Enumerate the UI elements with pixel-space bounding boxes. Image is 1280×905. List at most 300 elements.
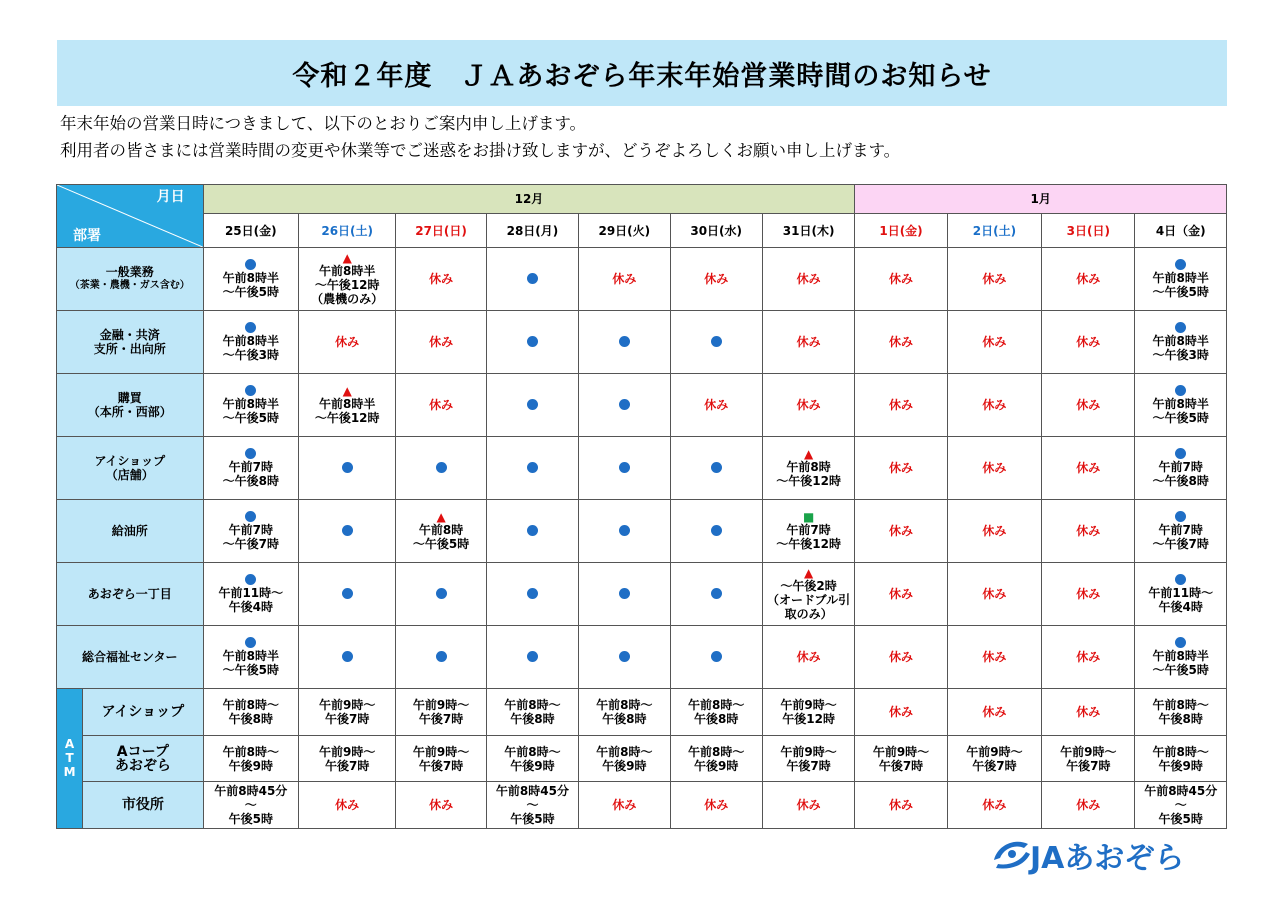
closed-cell — [670, 373, 762, 436]
hours-text: ～午後5時 — [1152, 410, 1209, 425]
closed-cell — [947, 499, 1041, 562]
hours-text: 午前9時～ — [412, 744, 470, 759]
hours-cell — [486, 782, 578, 829]
open-dot-icon — [436, 462, 447, 473]
open-dot-icon — [1175, 574, 1186, 585]
hours-text: ～午後5時 — [412, 536, 470, 551]
month-january: 1月 — [855, 185, 1227, 214]
open-dot-icon — [1175, 259, 1186, 270]
open-dot-icon — [711, 588, 722, 599]
department-name — [57, 436, 204, 499]
hours-text: 午前7時 — [228, 522, 273, 537]
closed-cell — [762, 247, 854, 310]
hours-cell — [762, 499, 854, 562]
hours-cell — [396, 562, 486, 625]
department-name-line: あおぞら一丁目 — [87, 586, 172, 601]
hours-text: 午後9時 — [694, 758, 739, 773]
hours-text: ～午後12時 — [776, 536, 841, 551]
open-dot-icon — [711, 462, 722, 473]
closed-label: 休み — [1076, 271, 1101, 286]
closed-label: 休み — [1076, 397, 1101, 412]
department-name — [57, 373, 204, 436]
hours-text: 午後5時 — [510, 812, 555, 827]
hours-cell — [579, 625, 670, 688]
hours-cell — [396, 688, 486, 736]
closed-label: 休み — [889, 649, 914, 664]
hours-text: 午前8時～ — [596, 698, 653, 713]
hours-text: 午前8時半 — [1152, 396, 1209, 411]
closed-label: 休み — [796, 649, 821, 664]
hours-text: 午前11時～ — [218, 585, 284, 600]
hours-cell — [670, 688, 762, 736]
day-header-6: 31日(木) — [762, 214, 854, 248]
hours-text: 午前9時～ — [966, 744, 1023, 759]
hours-text: 午後9時 — [510, 758, 555, 773]
hours-text: 午前7時 — [228, 459, 273, 474]
hours-text: （農機のみ） — [311, 291, 384, 306]
hours-cell — [579, 436, 670, 499]
closed-label: 休み — [1076, 334, 1101, 349]
hours-text: 午前8時45分 — [214, 784, 288, 799]
hours-text: 午後8時 — [602, 712, 647, 727]
department-name-line: 購買 — [117, 390, 142, 405]
closed-label: 休み — [889, 397, 914, 412]
open-dot-icon — [1175, 637, 1186, 648]
hours-text: 午前8時～ — [1152, 698, 1209, 713]
hours-text: ～午後12時 — [776, 473, 841, 488]
hours-cell — [396, 436, 486, 499]
month-december: 12月 — [203, 185, 855, 214]
open-dot-icon — [1175, 385, 1186, 396]
hours-text: ～午後5時 — [222, 410, 279, 425]
hours-text: 午後9時 — [602, 758, 647, 773]
department-name — [57, 499, 204, 562]
closed-label: 休み — [1076, 586, 1101, 601]
hours-cell — [298, 499, 395, 562]
hours-cell — [762, 562, 854, 625]
intro-text — [60, 110, 900, 164]
hours-text: 午前8時～ — [222, 698, 279, 713]
closed-cell — [947, 436, 1041, 499]
hours-cell — [579, 562, 670, 625]
open-dot-icon — [527, 588, 538, 599]
closed-cell — [1042, 625, 1135, 688]
closed-label: 休み — [429, 334, 454, 349]
open-dot-icon — [342, 651, 353, 662]
closed-cell — [855, 310, 947, 373]
closed-label: 休み — [796, 798, 821, 813]
atm-location-name — [83, 688, 204, 736]
department-name — [57, 625, 204, 688]
hours-cell — [486, 625, 578, 688]
department-name-line: 金融・共済 — [99, 327, 160, 342]
hours-cell — [298, 736, 395, 782]
hours-text: 午前8時 — [786, 459, 831, 474]
atm-location-line: Aコープ — [116, 743, 169, 760]
day-header-9: 3日(日) — [1042, 214, 1135, 248]
hours-cell — [1135, 688, 1227, 736]
partial-triangle-icon: ▲ — [342, 250, 352, 265]
hours-cell — [1135, 782, 1227, 829]
closed-cell — [947, 373, 1041, 436]
closed-label: 休み — [889, 798, 914, 813]
hours-text: （オードブル引 — [767, 592, 851, 607]
open-dot-icon — [245, 322, 256, 333]
hours-cell — [298, 688, 395, 736]
closed-label: 休み — [982, 523, 1007, 538]
closed-cell — [1042, 688, 1135, 736]
date-axis-label: 月日 — [156, 189, 185, 205]
hours-text: ～午後12時 — [314, 410, 380, 425]
hours-cell — [579, 736, 670, 782]
closed-label: 休み — [429, 271, 454, 286]
hours-text: ～午後5時 — [222, 284, 279, 299]
hours-text: 午後8時 — [510, 712, 555, 727]
hours-cell — [579, 310, 670, 373]
closed-cell — [947, 625, 1041, 688]
closed-cell — [762, 373, 854, 436]
hours-text: 午前8時～ — [1152, 744, 1209, 759]
day-header-5: 30日(水) — [670, 214, 762, 248]
closed-cell — [396, 782, 486, 829]
closed-cell — [855, 688, 947, 736]
open-dot-icon — [619, 462, 630, 473]
hours-text: ～午後8時 — [222, 473, 279, 488]
schedule-table — [56, 184, 1227, 829]
hours-text: 午前8時～ — [222, 744, 279, 759]
closed-label: 休み — [889, 523, 914, 538]
hours-text: 午前9時～ — [780, 698, 837, 713]
hours-text: ～午後7時 — [222, 536, 279, 551]
hours-text: 午前8時～ — [688, 698, 745, 713]
open-dot-icon — [711, 336, 722, 347]
hours-text: ～午後3時 — [222, 347, 279, 362]
hours-cell — [486, 562, 578, 625]
day-header-2: 27日(日) — [396, 214, 486, 248]
closed-cell — [396, 310, 486, 373]
open-dot-icon — [1175, 448, 1186, 459]
hours-text: 午前8時半 — [319, 396, 376, 411]
open-dot-icon — [342, 588, 353, 599]
open-dot-icon — [527, 336, 538, 347]
hours-cell — [1135, 310, 1227, 373]
open-dot-icon — [711, 525, 722, 536]
partial-triangle-icon: ▲ — [803, 446, 814, 461]
day-header-7: 1日(金) — [855, 214, 947, 248]
day-header-8: 2日(土) — [947, 214, 1041, 248]
day-header-0: 25日(金) — [203, 214, 298, 248]
hours-text: 午後7時 — [878, 758, 924, 773]
hours-text: 午後9時 — [228, 758, 273, 773]
hours-cell — [670, 499, 762, 562]
closed-label: 休み — [982, 334, 1007, 349]
hours-cell — [486, 736, 578, 782]
hours-text: ～午後12時 — [314, 277, 380, 292]
hours-cell — [203, 247, 298, 310]
hours-cell — [203, 562, 298, 625]
department-name-line: 一般業務 — [105, 264, 154, 279]
hours-cell — [579, 499, 670, 562]
hours-text: 午後7時 — [418, 712, 464, 727]
hours-text: 午前8時～ — [504, 744, 561, 759]
atm-row — [57, 688, 1227, 736]
hours-text: 午前8時半 — [222, 270, 279, 285]
hours-text: 午前8時半 — [1152, 333, 1209, 348]
closed-cell — [1042, 310, 1135, 373]
closed-label: 休み — [982, 397, 1007, 412]
atm-label-letter: A — [64, 737, 75, 752]
closed-label: 休み — [889, 271, 914, 286]
atm-row — [57, 782, 1227, 829]
hours-cell — [486, 310, 578, 373]
hours-cell — [1135, 625, 1227, 688]
closed-label: 休み — [982, 460, 1007, 475]
hours-text: ～午後5時 — [1152, 284, 1209, 299]
open-dot-icon — [245, 637, 256, 648]
closed-label: 休み — [889, 460, 914, 475]
hours-text: 午前8時～ — [596, 744, 653, 759]
open-dot-icon — [245, 448, 256, 459]
closed-label: 休み — [1076, 705, 1101, 720]
department-subnote: （茶業・農機・ガス含む） — [69, 279, 190, 291]
hours-text: 午後7時 — [972, 758, 1017, 773]
hours-text: 午前7時 — [786, 522, 831, 537]
open-dot-icon — [619, 651, 630, 662]
department-name-line: （本所・西部） — [87, 404, 172, 419]
atm-label-letter: T — [65, 751, 74, 766]
closed-label: 休み — [889, 705, 914, 720]
hours-text: 午前9時～ — [319, 744, 376, 759]
open-dot-icon — [527, 273, 538, 284]
hours-text: ～午後8時 — [1152, 473, 1209, 488]
open-dot-icon — [342, 525, 353, 536]
open-dot-icon — [245, 385, 256, 396]
open-dot-icon — [1175, 322, 1186, 333]
closed-cell — [396, 373, 486, 436]
closed-label: 休み — [704, 798, 729, 813]
closed-label: 休み — [1076, 649, 1101, 664]
closed-label: 休み — [889, 334, 914, 349]
closed-cell — [947, 688, 1041, 736]
page-title: 令和２年度 ＪＡあおぞら年末年始営業時間のお知らせ — [57, 40, 1227, 106]
hours-text: 午前8時45分 — [495, 784, 569, 799]
hours-text: 午後5時 — [228, 812, 273, 827]
hours-cell — [670, 625, 762, 688]
hours-text: 午後7時 — [786, 758, 831, 773]
department-row — [57, 373, 1227, 436]
hours-cell — [762, 688, 854, 736]
hours-cell — [947, 736, 1041, 782]
hours-text: 午前11時～ — [1148, 585, 1214, 600]
hours-cell — [762, 436, 854, 499]
partial-triangle-icon: ▲ — [803, 565, 814, 580]
day-header-3: 28日(月) — [486, 214, 578, 248]
hours-text: ～午後5時 — [1152, 662, 1209, 677]
hours-text: 午前8時～ — [688, 744, 745, 759]
hours-text: 午後4時 — [228, 599, 273, 614]
closed-label: 休み — [796, 397, 821, 412]
hours-text: 午前9時～ — [780, 744, 837, 759]
closed-cell — [1042, 373, 1135, 436]
hours-cell — [486, 436, 578, 499]
hours-cell — [855, 736, 947, 782]
hours-cell — [298, 625, 395, 688]
hours-cell — [1135, 436, 1227, 499]
open-dot-icon — [342, 462, 353, 473]
hours-cell — [396, 499, 486, 562]
hours-text: 午前9時～ — [412, 698, 470, 713]
closed-cell — [855, 247, 947, 310]
department-row — [57, 436, 1227, 499]
closed-label: 休み — [1076, 798, 1101, 813]
hours-text: 午後12時 — [782, 712, 835, 727]
hours-cell — [396, 736, 486, 782]
closed-label: 休み — [335, 334, 360, 349]
corner-header — [57, 185, 204, 248]
closed-cell — [670, 782, 762, 829]
hours-cell — [670, 436, 762, 499]
closed-label: 休み — [612, 798, 637, 813]
closed-cell — [1042, 436, 1135, 499]
hours-text: 午後7時 — [418, 758, 464, 773]
department-axis-label: 部署 — [73, 227, 101, 244]
department-row — [57, 310, 1227, 373]
hours-cell — [203, 736, 298, 782]
closed-label: 休み — [982, 705, 1007, 720]
atm-location-name — [83, 736, 204, 782]
hours-text: ～午後2時 — [780, 578, 837, 593]
hours-text: ～午後3時 — [1152, 347, 1209, 362]
day-header-row — [57, 214, 1227, 248]
hours-cell — [486, 499, 578, 562]
month-header-row — [57, 185, 1227, 214]
atm-location-line: アイショップ — [101, 704, 185, 721]
department-name — [57, 247, 204, 310]
hours-text: 午前8時～ — [504, 698, 561, 713]
closed-label: 休み — [1076, 523, 1101, 538]
hours-text: 午前9時～ — [1060, 744, 1117, 759]
intro-line-1: 年末年始の営業日時につきまして、以下のとおりご案内申し上げます。 — [60, 114, 587, 133]
hours-cell — [579, 688, 670, 736]
department-name-line: 支所・出向所 — [93, 341, 166, 356]
hours-cell — [203, 436, 298, 499]
closed-cell — [855, 436, 947, 499]
department-name-line: 総合福祉センター — [82, 649, 178, 664]
hours-text: ～午後5時 — [222, 662, 279, 677]
closed-cell — [762, 310, 854, 373]
hours-text: 午前9時～ — [872, 744, 930, 759]
closed-cell — [855, 562, 947, 625]
closed-label: 休み — [982, 271, 1007, 286]
department-name — [57, 310, 204, 373]
hours-cell — [670, 562, 762, 625]
hours-text: 午前8時半 — [222, 648, 279, 663]
hours-text: 午後5時 — [1158, 812, 1203, 827]
open-dot-icon — [619, 588, 630, 599]
atm-label-letter: M — [63, 765, 76, 780]
closed-cell — [947, 782, 1041, 829]
department-row — [57, 247, 1227, 310]
intro-line-2: 利用者の皆さまには営業時間の変更や休業等でご迷惑をお掛け致しますが、どうぞよろしくお願い申し上げます。 — [60, 141, 901, 160]
special-square-icon: ■ — [802, 509, 815, 524]
open-dot-icon — [619, 336, 630, 347]
open-dot-icon — [619, 525, 630, 536]
hours-cell — [1135, 247, 1227, 310]
hours-cell — [1042, 736, 1135, 782]
hours-text: 午前8時45分 — [1144, 784, 1218, 799]
hours-text: ～ — [1174, 798, 1187, 813]
closed-label: 休み — [612, 271, 637, 286]
closed-cell — [1042, 499, 1135, 562]
closed-cell — [1042, 782, 1135, 829]
hours-cell — [486, 247, 578, 310]
department-row — [57, 562, 1227, 625]
open-dot-icon — [1175, 511, 1186, 522]
hours-text: 午後8時 — [1158, 712, 1203, 727]
hours-cell — [203, 499, 298, 562]
atm-location-name — [83, 782, 204, 829]
open-dot-icon — [245, 511, 256, 522]
hours-cell — [670, 310, 762, 373]
day-header-1: 26日(土) — [298, 214, 395, 248]
department-name-line: 給油所 — [111, 523, 148, 538]
hours-cell — [203, 310, 298, 373]
hours-cell — [203, 782, 298, 829]
closed-cell — [855, 782, 947, 829]
closed-cell — [762, 625, 854, 688]
hours-text: 午前8時半 — [319, 263, 376, 278]
closed-cell — [855, 499, 947, 562]
closed-cell — [855, 373, 947, 436]
hours-text: 午後9時 — [1158, 758, 1203, 773]
closed-cell — [298, 782, 395, 829]
atm-location-line: 市役所 — [121, 797, 164, 814]
closed-cell — [396, 247, 486, 310]
closed-label: 休み — [704, 271, 729, 286]
department-name — [57, 562, 204, 625]
department-name-line: アイショップ — [94, 453, 166, 468]
hours-text: 午前8時半 — [1152, 270, 1209, 285]
hours-cell — [203, 625, 298, 688]
closed-label: 休み — [1076, 460, 1101, 475]
department-name-line: （店舗） — [105, 467, 154, 482]
atm-label — [57, 688, 83, 828]
hours-text: 午前8時半 — [222, 333, 279, 348]
hours-text: 午前7時 — [1158, 459, 1203, 474]
closed-cell — [762, 782, 854, 829]
day-header-4: 29日(火) — [579, 214, 670, 248]
hours-cell — [298, 436, 395, 499]
hours-text: 午後8時 — [694, 712, 739, 727]
hours-text: ～午後7時 — [1152, 536, 1209, 551]
open-dot-icon — [711, 651, 722, 662]
hours-text: 午前8時半 — [222, 396, 279, 411]
hours-cell — [486, 373, 578, 436]
hours-text: 午後7時 — [325, 712, 370, 727]
hours-text: 午前8時半 — [1152, 648, 1209, 663]
hours-text: 午前7時 — [1158, 522, 1203, 537]
hours-cell — [486, 688, 578, 736]
hours-text: 午後7時 — [325, 758, 370, 773]
hours-cell — [670, 736, 762, 782]
closed-label: 休み — [429, 397, 454, 412]
open-dot-icon — [245, 574, 256, 585]
day-header-10: 4日（金) — [1135, 214, 1227, 248]
open-dot-icon — [436, 651, 447, 662]
closed-cell — [855, 625, 947, 688]
hours-cell — [1135, 736, 1227, 782]
open-dot-icon — [527, 651, 538, 662]
